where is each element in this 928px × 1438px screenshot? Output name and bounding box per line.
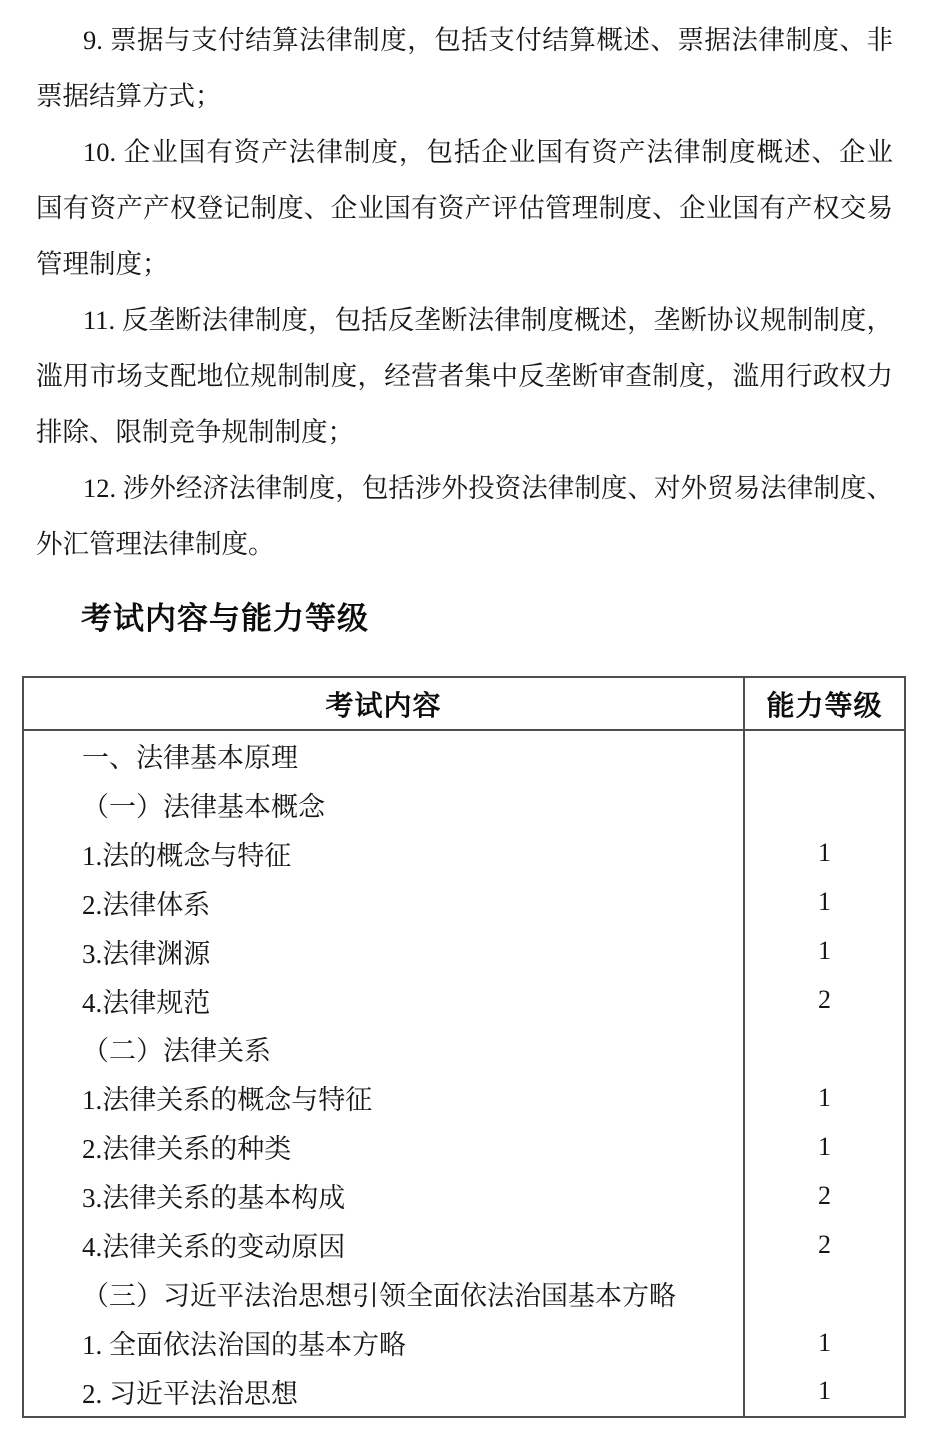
table-header-row xyxy=(24,678,904,731)
exam-content-cell: 3.法律关系的基本构成 xyxy=(24,1171,745,1220)
header-ability-level: 能力等级 xyxy=(766,689,883,721)
ability-level-cell: 2 xyxy=(818,1229,831,1259)
ability-level-cell xyxy=(745,780,904,829)
paragraph-line: 票据结算方式； xyxy=(36,81,222,111)
exam-content-cell: 1.法的概念与特征 xyxy=(24,829,745,878)
exam-content-cell: 2.法律体系 xyxy=(24,878,745,927)
table-row xyxy=(24,1025,904,1074)
exam-content-cell: 1.法律关系的概念与特征 xyxy=(24,1073,745,1122)
exam-content-cell: 2.法律关系的种类 xyxy=(24,1122,745,1171)
exam-content-cell: 一、法律基本原理 xyxy=(24,731,745,780)
exam-content-cell: 4.法律规范 xyxy=(24,976,745,1025)
paragraph-line: 管理制度； xyxy=(36,249,169,279)
table-row xyxy=(24,976,904,1025)
table-row xyxy=(24,927,904,976)
exam-content-cell: 1. 全面依法治国的基本方略 xyxy=(24,1318,745,1367)
ability-level-cell: 1 xyxy=(818,1376,831,1406)
table-row xyxy=(24,1122,904,1171)
exam-content-cell: 2. 习近平法治思想 xyxy=(24,1367,745,1416)
ability-level-cell: 1 xyxy=(818,887,831,917)
ability-level-cell: 1 xyxy=(818,838,831,868)
ability-level-cell xyxy=(745,1269,904,1318)
table-row xyxy=(24,1073,904,1122)
header-exam-content: 考试内容 xyxy=(24,678,745,729)
ability-level-cell xyxy=(745,731,904,780)
ability-level-cell: 1 xyxy=(818,1082,831,1112)
table-row xyxy=(24,1269,904,1318)
paragraph-line: 排除、限制竞争规制制度； xyxy=(36,417,354,447)
paragraph-line: 9. 票据与支付结算法律制度，包括支付结算概述、票据法律制度、非 xyxy=(83,25,893,55)
ability-level-cell: 2 xyxy=(818,1180,831,1210)
ability-level-cell: 2 xyxy=(818,985,831,1015)
paragraph-line: 12. 涉外经济法律制度，包括涉外投资法律制度、对外贸易法律制度、 xyxy=(83,473,893,503)
exam-content-cell: （三）习近平法治思想引领全面依法治国基本方略 xyxy=(24,1269,745,1318)
body-text xyxy=(36,12,893,639)
exam-content-table xyxy=(22,676,906,1418)
table-row xyxy=(24,1318,904,1367)
table-row xyxy=(24,1171,904,1220)
ability-level-cell xyxy=(745,1025,904,1074)
table-row xyxy=(24,780,904,829)
exam-content-cell: （二）法律关系 xyxy=(24,1025,745,1074)
table-row xyxy=(24,731,904,780)
paragraph-line: 外汇管理法律制度。 xyxy=(36,529,275,559)
table-row xyxy=(24,829,904,878)
paragraph-line: 11. 反垄断法律制度，包括反垄断法律制度概述，垄断协议规制制度， xyxy=(83,305,893,335)
exam-content-cell: 4.法律关系的变动原因 xyxy=(24,1220,745,1269)
exam-content-cell: 3.法律渊源 xyxy=(24,927,745,976)
table-body xyxy=(24,731,904,1416)
section-heading: 考试内容与能力等级 xyxy=(81,601,369,636)
table-row xyxy=(24,1367,904,1416)
table-row xyxy=(24,878,904,927)
paragraph-line: 滥用市场支配地位规制制度，经营者集中反垄断审查制度，滥用行政权力 xyxy=(36,361,893,391)
ability-level-cell: 1 xyxy=(818,936,831,966)
exam-content-cell: （一）法律基本概念 xyxy=(24,780,745,829)
table-row xyxy=(24,1220,904,1269)
paragraph-line: 国有资产产权登记制度、企业国有资产评估管理制度、企业国有产权交易 xyxy=(36,193,893,223)
ability-level-cell: 1 xyxy=(818,1327,831,1357)
paragraph-line: 10. 企业国有资产法律制度，包括企业国有资产法律制度概述、企业 xyxy=(83,137,893,167)
ability-level-cell: 1 xyxy=(818,1131,831,1161)
